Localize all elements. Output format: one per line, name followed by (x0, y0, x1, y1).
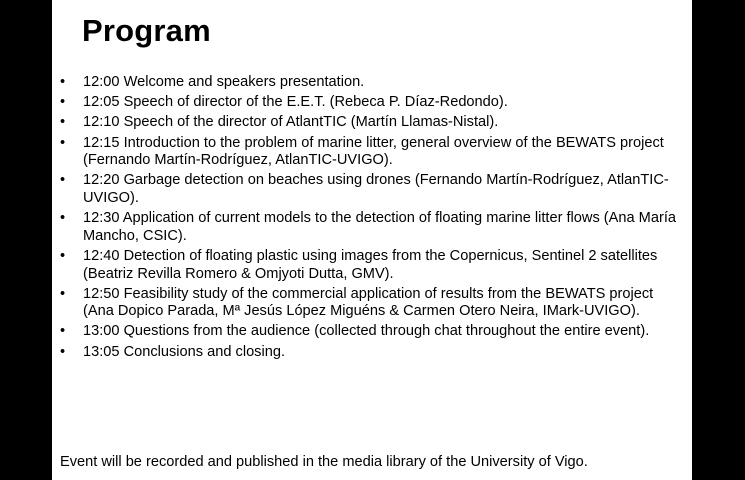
bullet: • (60, 247, 66, 264)
agenda-item-text: 13:00 Questions from the audience (collected through chat throughout the entire event). (83, 323, 650, 340)
agenda-item-text: 12:00 Welcome and speakers presentation. (83, 74, 365, 90)
agenda-item-text: 12:10 Speech of the director of AtlantTIC (Martín Llamas-Nistal). (83, 114, 499, 131)
agenda-item (60, 135, 686, 170)
agenda-item (60, 323, 686, 341)
agenda-item-text: 12:15 Introduction to the problem of marine litter, general overview of the BEWATS project (Fernando Martín-Rodríguez, AtlanTIC-UVIGO). (83, 134, 664, 169)
bullet: • (60, 285, 66, 302)
agenda-item-text: 12:05 Speech of director of the E.E.T. (Rebeca P. Díaz-Redondo). (83, 94, 508, 111)
slide (52, 0, 692, 480)
bullet: • (60, 172, 66, 189)
agenda-item (60, 172, 686, 207)
bullet: • (60, 210, 66, 227)
agenda-item-text: 12:40 Detection of floating plastic using images from the Copernicus, Sentinel 2 satellites (Beatriz Revilla Romero & Omjyoti Dutta, GMV). (83, 247, 658, 282)
agenda-item (60, 286, 686, 321)
bullet: • (60, 343, 66, 360)
agenda-item-text: 12:30 Application of current models to the detection of floating marine litter flows (Ana María Mancho, CSIC). (83, 210, 676, 244)
agenda-item-text: 12:20 Garbage detection on beaches using drones (Fernando Martín-Rodríguez, AtlanTIC-UVIGO). (83, 172, 669, 206)
agenda-item (60, 248, 686, 283)
bullet: • (60, 94, 66, 111)
agenda-item (60, 74, 686, 92)
agenda-item (60, 210, 686, 245)
agenda-item (60, 344, 686, 362)
agenda-list (60, 74, 686, 364)
agenda-item-text: 12:50 Feasibility study of the commercial application of results from the BEWATS project (Ana Dopico Parada, Mª Jesús López Miguéns & Carmen Otero Neira, IMark-UVIGO). (83, 285, 654, 320)
bullet: • (60, 134, 66, 151)
bullet: • (60, 323, 66, 340)
bullet: • (60, 114, 66, 131)
agenda-item-text: 13:05 Conclusions and closing. (83, 343, 286, 360)
bullet: • (60, 74, 66, 90)
agenda-item (60, 114, 686, 132)
footer-note: Event will be recorded and published in the media library of the University of Vigo. (60, 454, 588, 470)
slide-title: Program (82, 13, 211, 48)
agenda-item (60, 94, 686, 112)
